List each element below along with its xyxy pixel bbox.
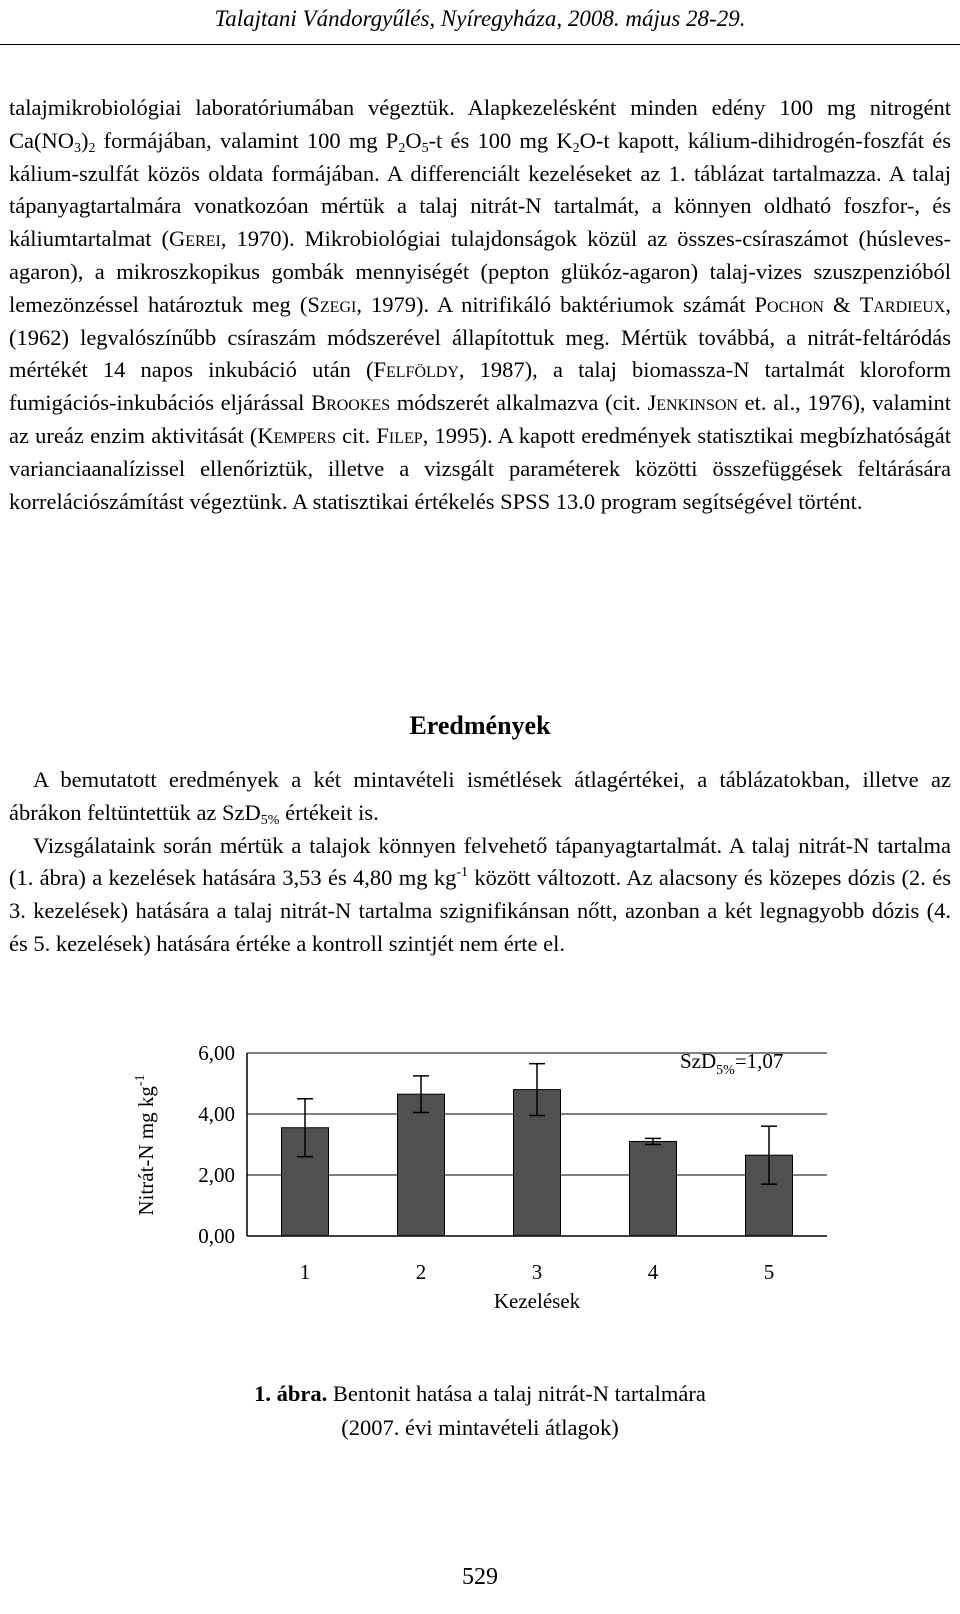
text-run: formájában, valamint 100 mg P — [95, 127, 399, 153]
y-axis-title — [133, 1074, 158, 1215]
y-axis-title-text: Nitrát-N mg kg — [134, 1086, 158, 1216]
x-tick-label: 3 — [531, 1260, 543, 1284]
running-header — [0, 0, 960, 45]
text-run: , 1987), a talaj biomassza-N tartalmát kloroform fumigációs-inkubációs eljárással — [9, 357, 951, 416]
caption-line-2: (2007. évi mintavételi átlagok) — [341, 1415, 619, 1440]
text-run: értékeit is. — [279, 799, 379, 825]
superscript: -1 — [456, 865, 468, 881]
subscript: 2 — [88, 140, 96, 156]
text-run: ) — [80, 127, 89, 153]
text-run: et. al., 1976), valamint az ureáz enzim aktivitását ( — [9, 390, 951, 448]
subscript: 5 — [421, 140, 429, 156]
bar-2 — [398, 1094, 445, 1236]
bar-4 — [630, 1141, 677, 1236]
y-axis-title-sup: -1 — [133, 1074, 148, 1087]
text-run: , 1979). A nitrifikáló baktériumok számát — [356, 291, 755, 317]
subscript: 2 — [572, 140, 580, 156]
page-number: 529 — [462, 1564, 498, 1590]
author-name: Filep — [376, 422, 423, 448]
subscript: 3 — [73, 140, 81, 156]
y-tick-label: 0,00 — [198, 1224, 235, 1248]
caption-label: 1. ábra. — [254, 1381, 328, 1406]
x-tick-labels — [300, 1260, 775, 1284]
x-tick-label: 4 — [647, 1260, 659, 1284]
text-run: Vizsgálataink során mértük a talajok könnyen felvehető tápanyagtartalmát. A talaj nitrát-N tartalma (1. ábra) a kezelések hatására 3,53 és 4,80 mg kg — [9, 832, 951, 891]
author-name: Pochon — [754, 291, 824, 317]
author-name: Felföldy — [373, 357, 459, 383]
author-name: Gerei — [169, 226, 221, 252]
text-run: -t és 100 mg K — [428, 127, 573, 153]
section-heading: Eredmények — [409, 711, 551, 740]
text-run: talajmikrobiológiai laboratóriumában végeztük. Alapkezelésként minden edény 100 mg nitrogént Ca(NO — [9, 95, 951, 153]
text-run: módszerét alkalmazva (cit. — [390, 390, 648, 416]
nitrate-bar-chart — [0, 1010, 960, 1340]
x-tick-label: 5 — [763, 1260, 775, 1284]
header-text: Talajtani Vándorgyűlés, Nyíregyháza, 2008. május 28-29. — [214, 6, 746, 31]
text-run: O-t kapott, kálium-dihidrogén-foszfát és kálium-szulfát közös oldata formájában. A differenciált kezeléseket az 1. táblázat tartalmazza. A talaj tápanyagtartalmára vonatkozóan mértük a talaj nitrát-N tartalmát, a könnyen oldható foszfor-, és káliumtartalmat ( — [9, 127, 951, 252]
text-run: cit. — [335, 422, 377, 448]
y-tick-label: 2,00 — [198, 1163, 235, 1187]
text-run: , 1970). Mikrobiológiai tulajdonságok közül az összes-csíraszámot (húsleves-agaron), a mikroszkopikus gombák mennyiségét (pepton glükóz-agaron) talaj-vizes szuszpenzióból lemezönzéssel határoztuk meg ( — [9, 226, 951, 317]
caption-line-1 — [0, 1377, 960, 1411]
lsd-prefix: SzD — [680, 1049, 717, 1073]
figure-caption — [0, 1377, 960, 1445]
text-run: & — [823, 291, 860, 317]
text-run: között változott. Az alacsony és közepes dózis (2. és 3. kezelések) hatására a talaj nitrát-N tartalma szignifikánsan nőtt, azonban a két legnagyobb dózis (4. és 5. kezelések) hatására értéke a kontroll szintjét nem érte el. — [9, 865, 951, 956]
x-axis-title: Kezelések — [493, 1289, 581, 1313]
text-run: , 1995). A kapott eredmények statisztikai megbízhatóságát varianciaanalízissel ellenőriztük, illetve a vizsgált paraméterek közötti összefüggések feltárására korrelációszámítást végeztünk. A statisztikai értékelés SPSS 13.0 program segítségével történt. — [9, 422, 951, 514]
methods-paragraph — [9, 92, 951, 518]
author-name: Tardieux — [859, 291, 946, 317]
subscript: 5% — [260, 812, 280, 828]
text-run: , (1962) legvalószínűbb csíraszám módszerével állapítottuk meg. Mértük továbbá, a nitrát-feltáródás mértékét 14 napos inkubáció után ( — [9, 291, 951, 383]
results-text — [9, 764, 951, 961]
y-tick-label: 6,00 — [198, 1041, 235, 1065]
x-tick-label: 1 — [299, 1260, 311, 1284]
y-tick-label: 4,00 — [198, 1102, 235, 1126]
text-run: A bemutatott eredmények a két mintavételi ismétlések átlagértékei, a táblázatokban, illetve az ábrákon feltüntettük az SzD — [9, 767, 951, 825]
lsd-sub: 5% — [716, 1063, 735, 1078]
results-paragraph-1 — [9, 764, 951, 830]
y-tick-labels — [198, 1041, 235, 1248]
text-run: O — [405, 127, 422, 153]
author-name: Szegi — [307, 291, 357, 317]
results-paragraph-2 — [9, 830, 951, 961]
subscript: 2 — [398, 140, 406, 156]
lsd-value: =1,07 — [734, 1049, 784, 1073]
author-name: Brookes — [311, 390, 391, 416]
author-name: Kempers — [257, 422, 336, 448]
x-tick-label: 2 — [415, 1260, 427, 1284]
author-name: Jenkinson — [647, 390, 738, 416]
caption-text: Bentonit hatása a talaj nitrát-N tartalmára — [327, 1381, 706, 1406]
